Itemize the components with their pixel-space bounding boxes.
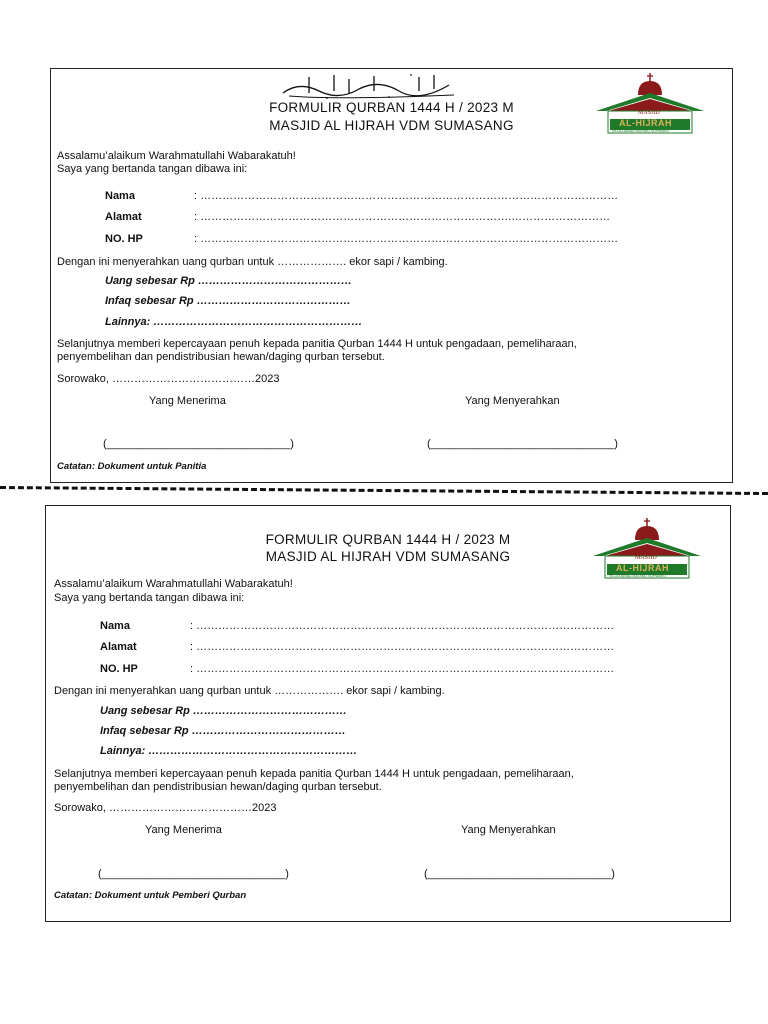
field-nama-input[interactable]: : …………………………………………………………………………………………………… [190, 620, 615, 632]
logo-top-text: MASJID [638, 110, 660, 116]
payment-infaq[interactable]: Infaq sebesar Rp …………………………………… [100, 725, 346, 737]
receiver-signature-line: (______________________________) [103, 438, 294, 450]
trust-text-line1: Selanjutnya memberi kepercayaan penuh kepada panitia Qurban 1444 H untuk pengadaan, pemeliharaan, [57, 338, 577, 350]
masjid-logo [591, 516, 703, 580]
payment-uang[interactable]: Uang sebesar Rp …………………………………… [105, 275, 352, 287]
form-note: Catatan: Dokument untuk Panitia [57, 461, 207, 472]
trust-text-line2: penyembelihan dan pendistribusian hewan/daging qurban tersebut. [57, 351, 385, 363]
payment-uang[interactable]: Uang sebesar Rp …………………………………… [100, 705, 347, 717]
logo-name: AL-HIJRAH [619, 118, 672, 128]
bismillah-calligraphy [279, 71, 464, 101]
payment-lainnya[interactable]: Lainnya: ………………………………………………… [100, 745, 358, 757]
field-nohp-input[interactable]: : …………………………………………………………………………………………………… [194, 233, 619, 245]
place-date-text: Sorowako, …………………………………2023 [57, 373, 280, 385]
payment-infaq[interactable]: Infaq sebesar Rp …………………………………… [105, 295, 351, 307]
receiver-signature-line: (______________________________) [98, 868, 289, 880]
cut-line-divider [0, 486, 768, 495]
greeting-text: Assalamu’alaikum Warahmatullahi Wabarakatuh! [57, 150, 296, 162]
field-label-nohp: NO. HP [100, 663, 138, 675]
field-nama-input[interactable]: : …………………………………………………………………………………………………… [194, 190, 619, 202]
trust-text-line2: penyembelihan dan pendistribusian hewan/daging qurban tersebut. [54, 781, 382, 793]
giver-signature-line: (______________________________) [427, 438, 618, 450]
field-label-alamat: Alamat [105, 211, 142, 223]
masjid-logo [594, 71, 706, 135]
logo-name: AL-HIJRAH [616, 563, 669, 573]
field-alamat-input[interactable]: : ………………………………………………………………………….……………………… [194, 211, 611, 223]
giver-label: Yang Menyerahkan [465, 395, 560, 407]
logo-subtext: VILLA DANAU MATANO SORWAKO [609, 574, 667, 578]
logo-top-text: MASJID [635, 555, 657, 561]
statement-text: Dengan ini menyerahkan uang qurban untuk ………………. ekor sapi / kambing. [57, 256, 448, 268]
qurban-form-panitia [50, 68, 733, 483]
form-title-line2: MASJID AL HIJRAH VDM SUMASANG [265, 549, 511, 564]
qurban-form-pemberi [45, 505, 731, 922]
greeting-text: Assalamu’alaikum Warahmatullahi Wabarakatuh! [54, 578, 293, 590]
form-title-line2: MASJID AL HIJRAH VDM SUMASANG [269, 118, 514, 133]
field-label-nohp: NO. HP [105, 233, 143, 245]
statement-text: Dengan ini menyerahkan uang qurban untuk ………………. ekor sapi / kambing. [54, 685, 445, 697]
trust-text-line1: Selanjutnya memberi kepercayaan penuh kepada panitia Qurban 1444 H untuk pengadaan, pemeliharaan, [54, 768, 574, 780]
receiver-label: Yang Menerima [145, 824, 222, 836]
receiver-label: Yang Menerima [149, 395, 226, 407]
field-label-alamat: Alamat [100, 641, 137, 653]
form-title-line1: FORMULIR QURBAN 1444 H / 2023 M [265, 532, 511, 547]
giver-signature-line: (______________________________) [424, 868, 615, 880]
form-note: Catatan: Dokument untuk Pemberi Qurban [54, 890, 247, 901]
field-label-nama: Nama [100, 620, 130, 632]
intro-text: Saya yang bertanda tangan dibawa ini: [57, 163, 248, 175]
field-nohp-input[interactable]: : …………………………………………………………………………………………………… [190, 663, 615, 675]
form-title-line1: FORMULIR QURBAN 1444 H / 2023 M [269, 100, 514, 115]
giver-label: Yang Menyerahkan [461, 824, 556, 836]
intro-text: Saya yang bertanda tangan dibawa ini: [54, 592, 245, 604]
field-label-nama: Nama [105, 190, 135, 202]
place-date-text: Sorowako, …………………………………2023 [54, 802, 277, 814]
logo-subtext: VILLA DANAU MATANO SORWAKO [612, 129, 670, 133]
field-alamat-input[interactable]: : …………………………………………………………………………………………………… [190, 641, 615, 653]
payment-lainnya[interactable]: Lainnya: ………………………………………………… [105, 316, 363, 328]
